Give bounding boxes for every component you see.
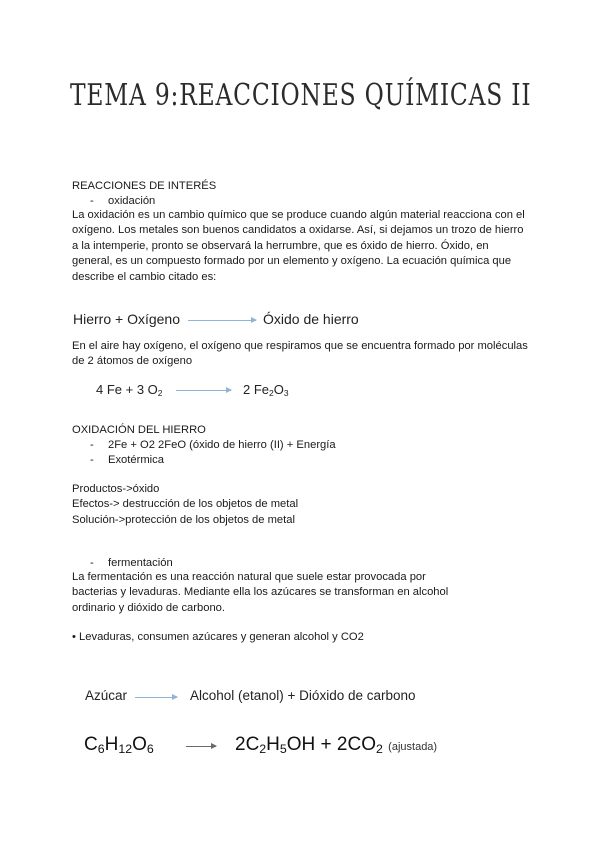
paragraph-line: bacterias y levaduras. Mediante ella los azúcares se transforman en alcohol — [72, 586, 449, 599]
dash-marker: - — [90, 454, 94, 466]
summary-line: Efectos-> destrucción de los objetos de metal — [72, 498, 299, 511]
equation2-product — [243, 382, 289, 398]
summary-line: Solución->protección de los objetos de metal — [72, 513, 295, 526]
balanced-note: (ajustada) — [388, 741, 438, 753]
dash-marker: - — [90, 439, 94, 451]
arrow-icon — [188, 320, 256, 321]
paragraph-line: La fermentación es una reacción natural que suele estar provocada por — [72, 571, 426, 583]
paragraph-line: describe el cambio citado es: — [72, 270, 217, 283]
eq-subscript: 2 — [376, 742, 383, 757]
eq-text: H — [266, 734, 280, 755]
section-heading-reacciones: REACCIONES DE INTERÉS — [72, 180, 217, 192]
summary-lines — [72, 482, 298, 528]
arrow-icon — [186, 746, 216, 747]
eq-subscript: 6 — [97, 742, 105, 757]
arrow-icon — [176, 390, 231, 391]
equation3-products: Alcohol (etanol) + Dióxido de carbono — [190, 688, 416, 703]
eq-text: O — [132, 734, 147, 755]
bullet-exotermica — [90, 453, 164, 468]
summary-line: Productos->óxido — [72, 483, 160, 495]
bullet-label: oxidación — [108, 195, 156, 207]
eq-subscript: 12 — [118, 742, 133, 757]
paragraph-line: La oxidación es un cambio químico que se produce cuando algún material reacciona con el — [72, 209, 525, 221]
eq-subscript: 5 — [279, 742, 287, 757]
paragraph-line: a la intemperie, pronto se observará la herrumbre, que es óxido de hierro. Óxido, en — [72, 239, 489, 252]
paragraph-line: general, es un compuesto formado por un elemento y oxígeno. La ecuación química que — [72, 255, 512, 268]
equation4-products — [235, 734, 437, 756]
bullet-label: Exotérmica — [108, 454, 164, 466]
eq-text: H — [104, 734, 119, 755]
section-heading-oxidacion-hierro: OXIDACIÓN DEL HIERRO — [72, 424, 206, 436]
dash-marker: - — [90, 557, 94, 569]
bullet-reaction — [90, 438, 336, 453]
eq-text: 2 Fe — [243, 382, 270, 397]
arrow-icon — [135, 697, 177, 698]
eq-text: 2C — [235, 734, 260, 755]
paragraph-line: En el aire hay oxígeno, el oxígeno que respiramos que se encuentra formado por moléculas — [72, 340, 528, 352]
levaduras-note: • Levaduras, consumen azúcares y generan alcohol y CO2 — [72, 631, 364, 643]
bullet-label: 2Fe + O2 2FeO (óxido de hierro (II) + Energía — [108, 439, 336, 451]
eq-subscript: 2 — [157, 388, 163, 399]
paragraph-line: ordinario y dióxido de carbono. — [72, 601, 225, 614]
bullet-label: fermentación — [108, 557, 173, 569]
eq-subscript: 2 — [259, 742, 267, 757]
eq-text: OH + 2CO — [286, 734, 377, 755]
eq-subscript: 3 — [283, 388, 289, 399]
oxidation-paragraph — [72, 208, 542, 285]
equation1-reactants: Hierro + Oxígeno — [73, 311, 180, 327]
fermentation-paragraph — [72, 570, 542, 616]
equation1-product: Óxido de hierro — [263, 311, 359, 327]
equation3-reactants: Azúcar — [85, 688, 128, 703]
air-paragraph — [72, 339, 542, 370]
eq-text: O — [273, 382, 284, 397]
eq-subscript: 2 — [269, 388, 274, 399]
eq-text: C — [84, 734, 98, 755]
page-title: TEMA 9:REACCIONES QUÍMICAS II — [70, 78, 532, 113]
equation2-reactants — [96, 382, 163, 398]
eq-text: 4 Fe + 3 O — [96, 382, 158, 397]
paragraph-line: de 2 átomos de oxígeno — [72, 355, 193, 368]
eq-subscript: 6 — [146, 742, 154, 757]
paragraph-line: oxígeno. Los metales son buenos candidatos a oxidarse. Así, si dejamos un trozo de hierro — [72, 224, 524, 237]
dash-marker: - — [90, 195, 94, 207]
equation4-reactants — [84, 734, 154, 756]
